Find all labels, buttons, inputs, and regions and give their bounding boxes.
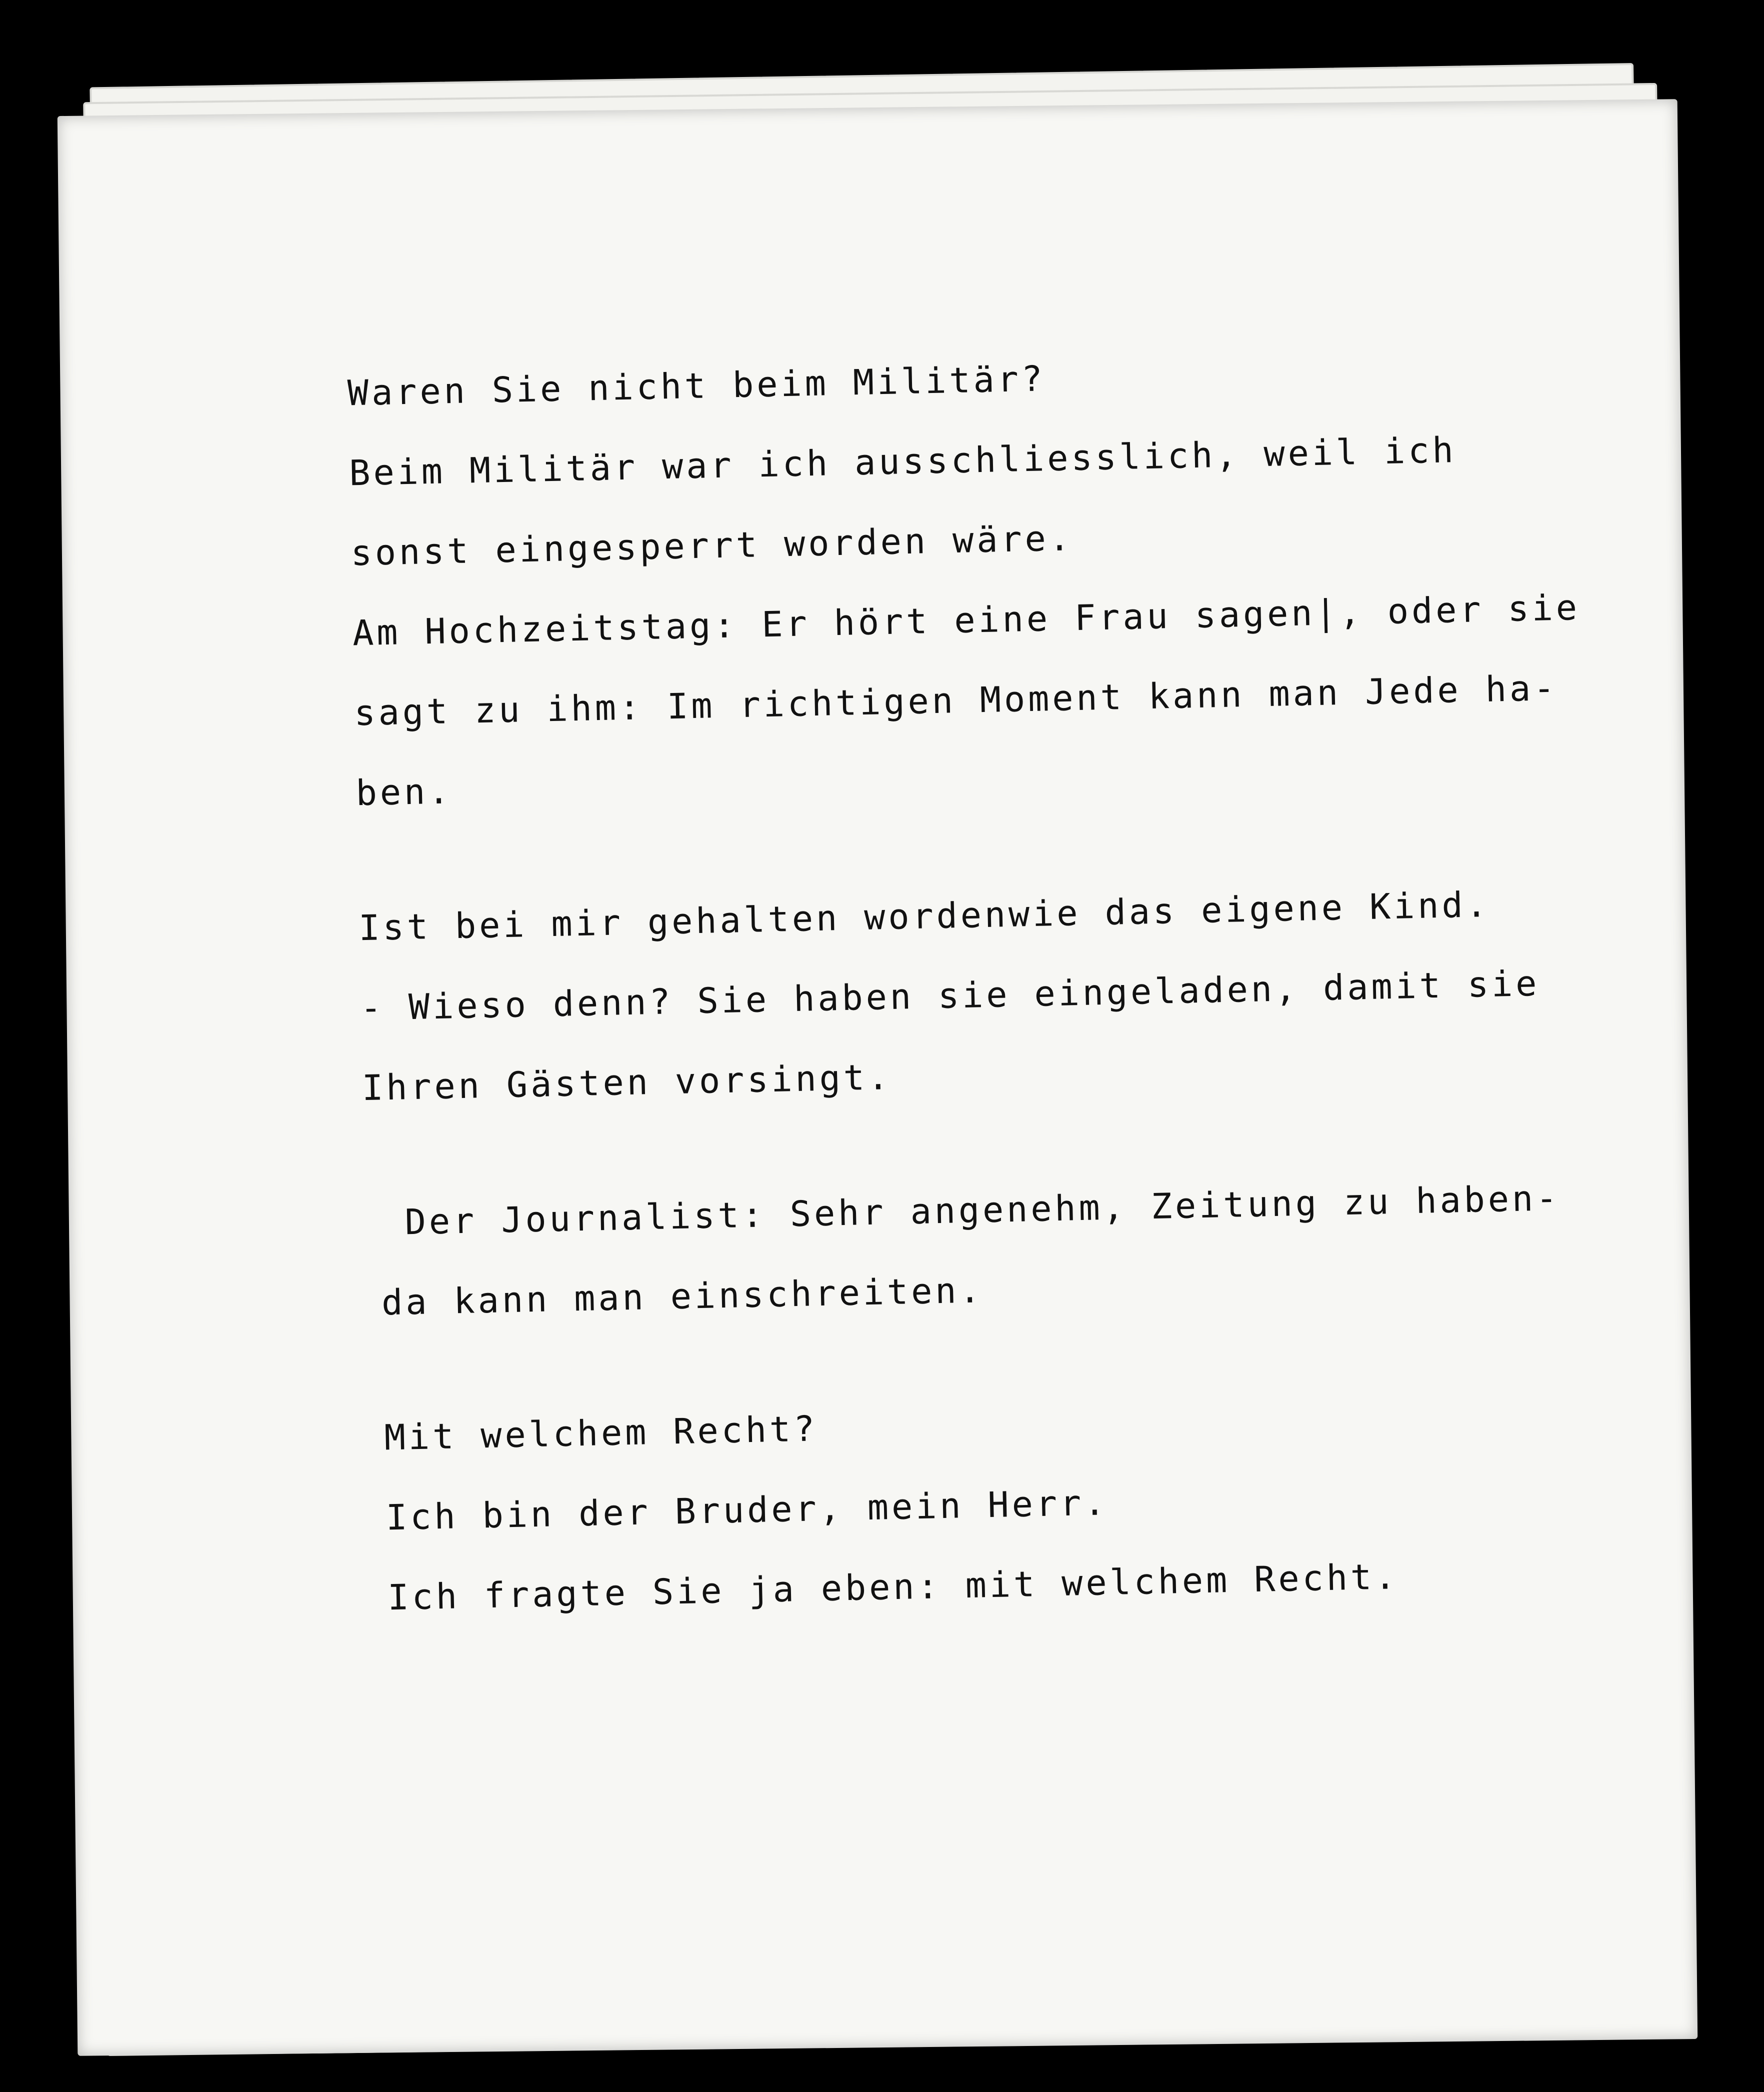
text-line: Der Journalist: Sehr angenehm, Zeitung zu haben- <box>404 1178 1561 1243</box>
text-line: Ihren Gästen vorsingt. <box>362 1056 892 1109</box>
text-line: Am Hochzeitstag: Er hört eine Frau sagen|, oder sie <box>352 586 1580 654</box>
text-line: Ich bin der Bruder, mein Herr. <box>386 1482 1109 1538</box>
text-line: Ist bei mir gehalten wordenwie das eigene Kind. <box>358 884 1490 949</box>
text-line: da kann man einschreiten. <box>381 1270 984 1324</box>
text-line: - Wieso denn? Sie haben sie eingeladen, damit sie <box>360 962 1540 1029</box>
text-line: Beim Militär war ich ausschliesslich, weil ich <box>348 430 1457 494</box>
text-line: ben. <box>355 770 453 814</box>
text-line: sagt zu ihm: Im richtigen Moment kann man Jede ha- <box>354 667 1558 734</box>
text-line: sonst eingesperrt worden wäre. <box>350 518 1074 574</box>
text-line: Mit welchem Recht? <box>384 1408 818 1458</box>
text-line: Ich fragte Sie ja eben: mit welchem Recht. <box>387 1556 1399 1618</box>
text-line: Waren Sie nicht beim Militär? <box>347 358 1046 414</box>
typed-text-block <box>346 327 1623 1638</box>
